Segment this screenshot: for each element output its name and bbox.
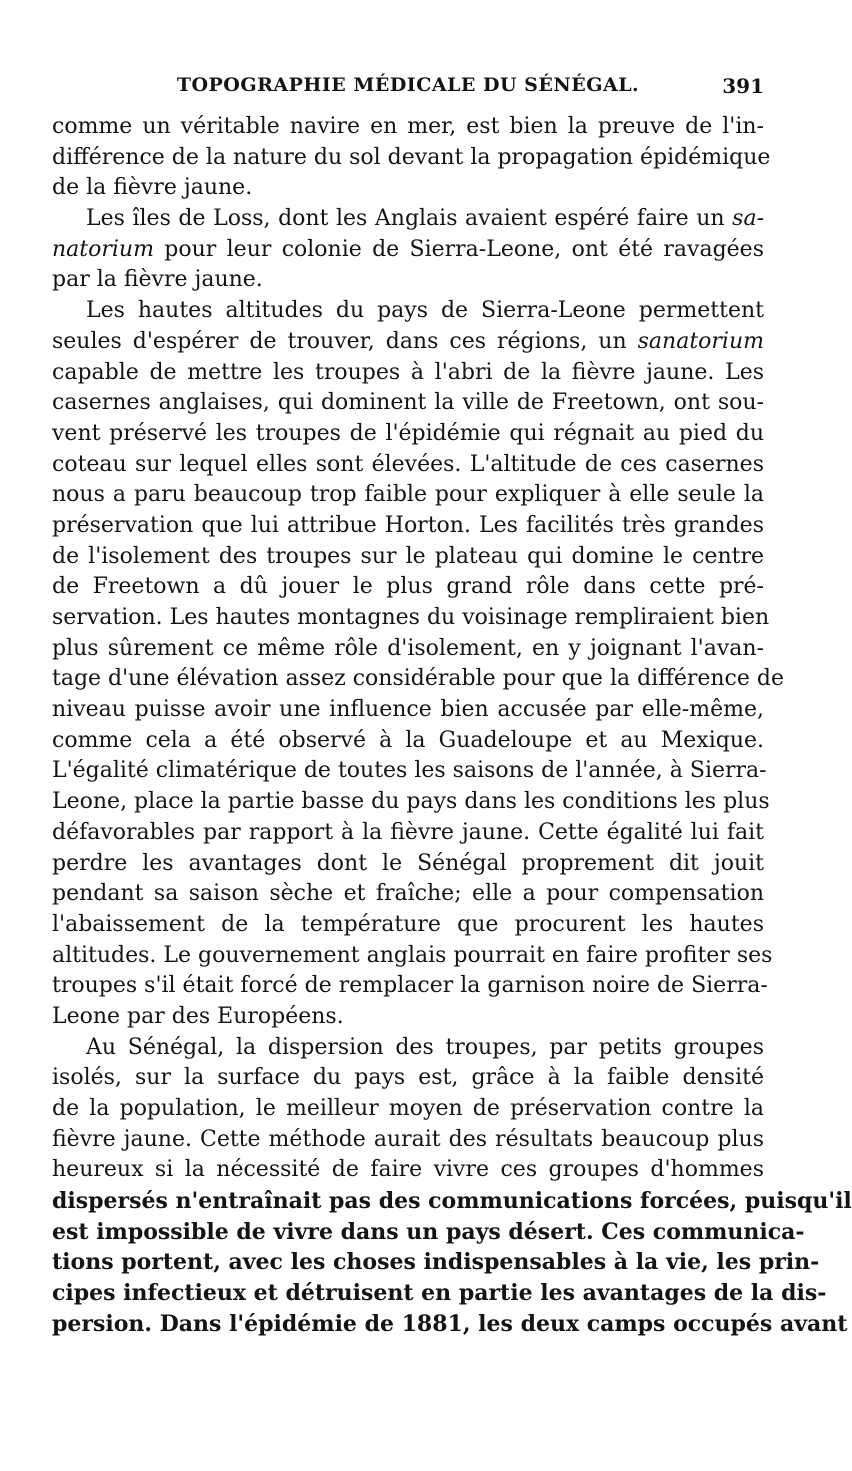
text-line: de la population, le meilleur moyen de préservation contre la: [52, 1096, 764, 1121]
page-number: 391: [722, 74, 764, 98]
text-line: de Freetown a dû jouer le plus grand rôle dans cette pré-: [52, 574, 764, 600]
text-line: de l'isolement des troupes sur le plateau qui domine le centre: [52, 543, 764, 569]
text-line: tage d'une élévation assez considérable pour que la différence de: [52, 666, 784, 692]
text-segment: pour leur colonie de Sierra-Leone, ont été ravagées: [153, 236, 764, 262]
running-head: [52, 74, 764, 104]
text-line: persion. Dans l'épidémie de 1881, les deux camps occupés avant: [52, 1310, 848, 1337]
text-line: par la fièvre jaune.: [52, 267, 263, 293]
text-line: Les hautes altitudes du pays de Sierra-Leone permettent: [86, 298, 764, 324]
text-line: nous a paru beaucoup trop faible pour expliquer à elle seule la: [52, 482, 764, 508]
text-line: troupes s'il était forcé de remplacer la garnison noire de Sierra-: [52, 973, 768, 999]
text-line: L'égalité climatérique de toutes les saisons de l'année, à Sierra-: [52, 758, 767, 784]
text-line: comme cela a été observé à la Guadeloupe et au Mexique.: [52, 727, 764, 753]
text-line: dispersés n'entraînait pas des communications forcées, puisqu'il: [52, 1188, 852, 1215]
paragraph: [52, 296, 784, 1033]
text-line: niveau puisse avoir une influence bien accusée par elle-même,: [52, 697, 764, 723]
text-line: cipes infectieux et détruisent en partie les avantages de la dis-: [52, 1280, 827, 1307]
paragraph: [52, 204, 764, 296]
text-segment: Les îles de Loss, dont les Anglais avaient espéré faire un: [86, 206, 733, 232]
text-line: tions portent, avec les choses indispensables à la vie, les prin-: [52, 1249, 820, 1276]
text-line: Leone, place la partie basse du pays dans les conditions les plus: [52, 789, 770, 815]
paragraph: [52, 112, 771, 204]
text-line: comme un véritable navire en mer, est bien la preuve de l'in-: [52, 114, 764, 139]
text-line: différence de la nature du sol devant la propagation épidémique: [52, 144, 771, 170]
paragraph: [52, 1033, 852, 1340]
text-line: altitudes. Le gouvernement anglais pourrait en faire profiter ses: [52, 942, 773, 968]
text-line: heureux si la nécessité de faire vivre ces groupes d'hommes: [52, 1157, 764, 1183]
text-segment: seules d'espérer de trouver, dans ces régions, un: [52, 328, 638, 354]
body-text: [52, 112, 852, 1340]
italic-text: natorium: [52, 236, 154, 262]
running-title: TOPOGRAPHIE MÉDICALE DU SÉNÉGAL.: [176, 74, 640, 96]
text-line: préservation que lui attribue Horton. Les facilités très grandes: [52, 512, 764, 538]
text-line: servation. Les hautes montagnes du voisinage rempliraient bien: [52, 605, 770, 630]
text-line: isolés, sur la surface du pays est, grâce à la faible densité: [52, 1065, 764, 1091]
text-line: perdre les avantages dont le Sénégal proprement dit jouit: [52, 850, 764, 876]
text-line: Au Sénégal, la dispersion des troupes, par petits groupes: [86, 1034, 764, 1060]
text-line: pendant sa saison sèche et fraîche; elle a pour compensation: [52, 881, 764, 907]
text-line: coteau sur lequel elles sont élevées. L'altitude de ces casernes: [52, 451, 764, 477]
text-line: [52, 235, 764, 266]
text-line: fièvre jaune. Cette méthode aurait des résultats beaucoup plus: [52, 1126, 764, 1152]
text-line: vent préservé les troupes de l'épidémie qui régnait au pied du: [52, 420, 764, 446]
text-line: [52, 204, 764, 235]
text-line: casernes anglaises, qui dominent la ville de Freetown, ont sou-: [52, 390, 764, 416]
text-line: plus sûrement ce même rôle d'isolement, en y joignant l'avan-: [52, 635, 764, 661]
italic-text: sa-: [732, 206, 764, 232]
text-line: défavorables par rapport à la fièvre jaune. Cette égalité lui fait: [52, 819, 764, 845]
text-line: l'abaissement de la température que procurent les hautes: [52, 911, 764, 937]
italic-text: sanatorium: [637, 328, 764, 354]
text-line: est impossible de vivre dans un pays désert. Ces communica-: [52, 1218, 805, 1245]
text-line: [52, 327, 764, 358]
text-line: Leone par des Européens.: [52, 1003, 344, 1029]
text-line: de la fièvre jaune.: [52, 175, 253, 201]
text-line: capable de mettre les troupes à l'abri de la fièvre jaune. Les: [52, 359, 764, 385]
